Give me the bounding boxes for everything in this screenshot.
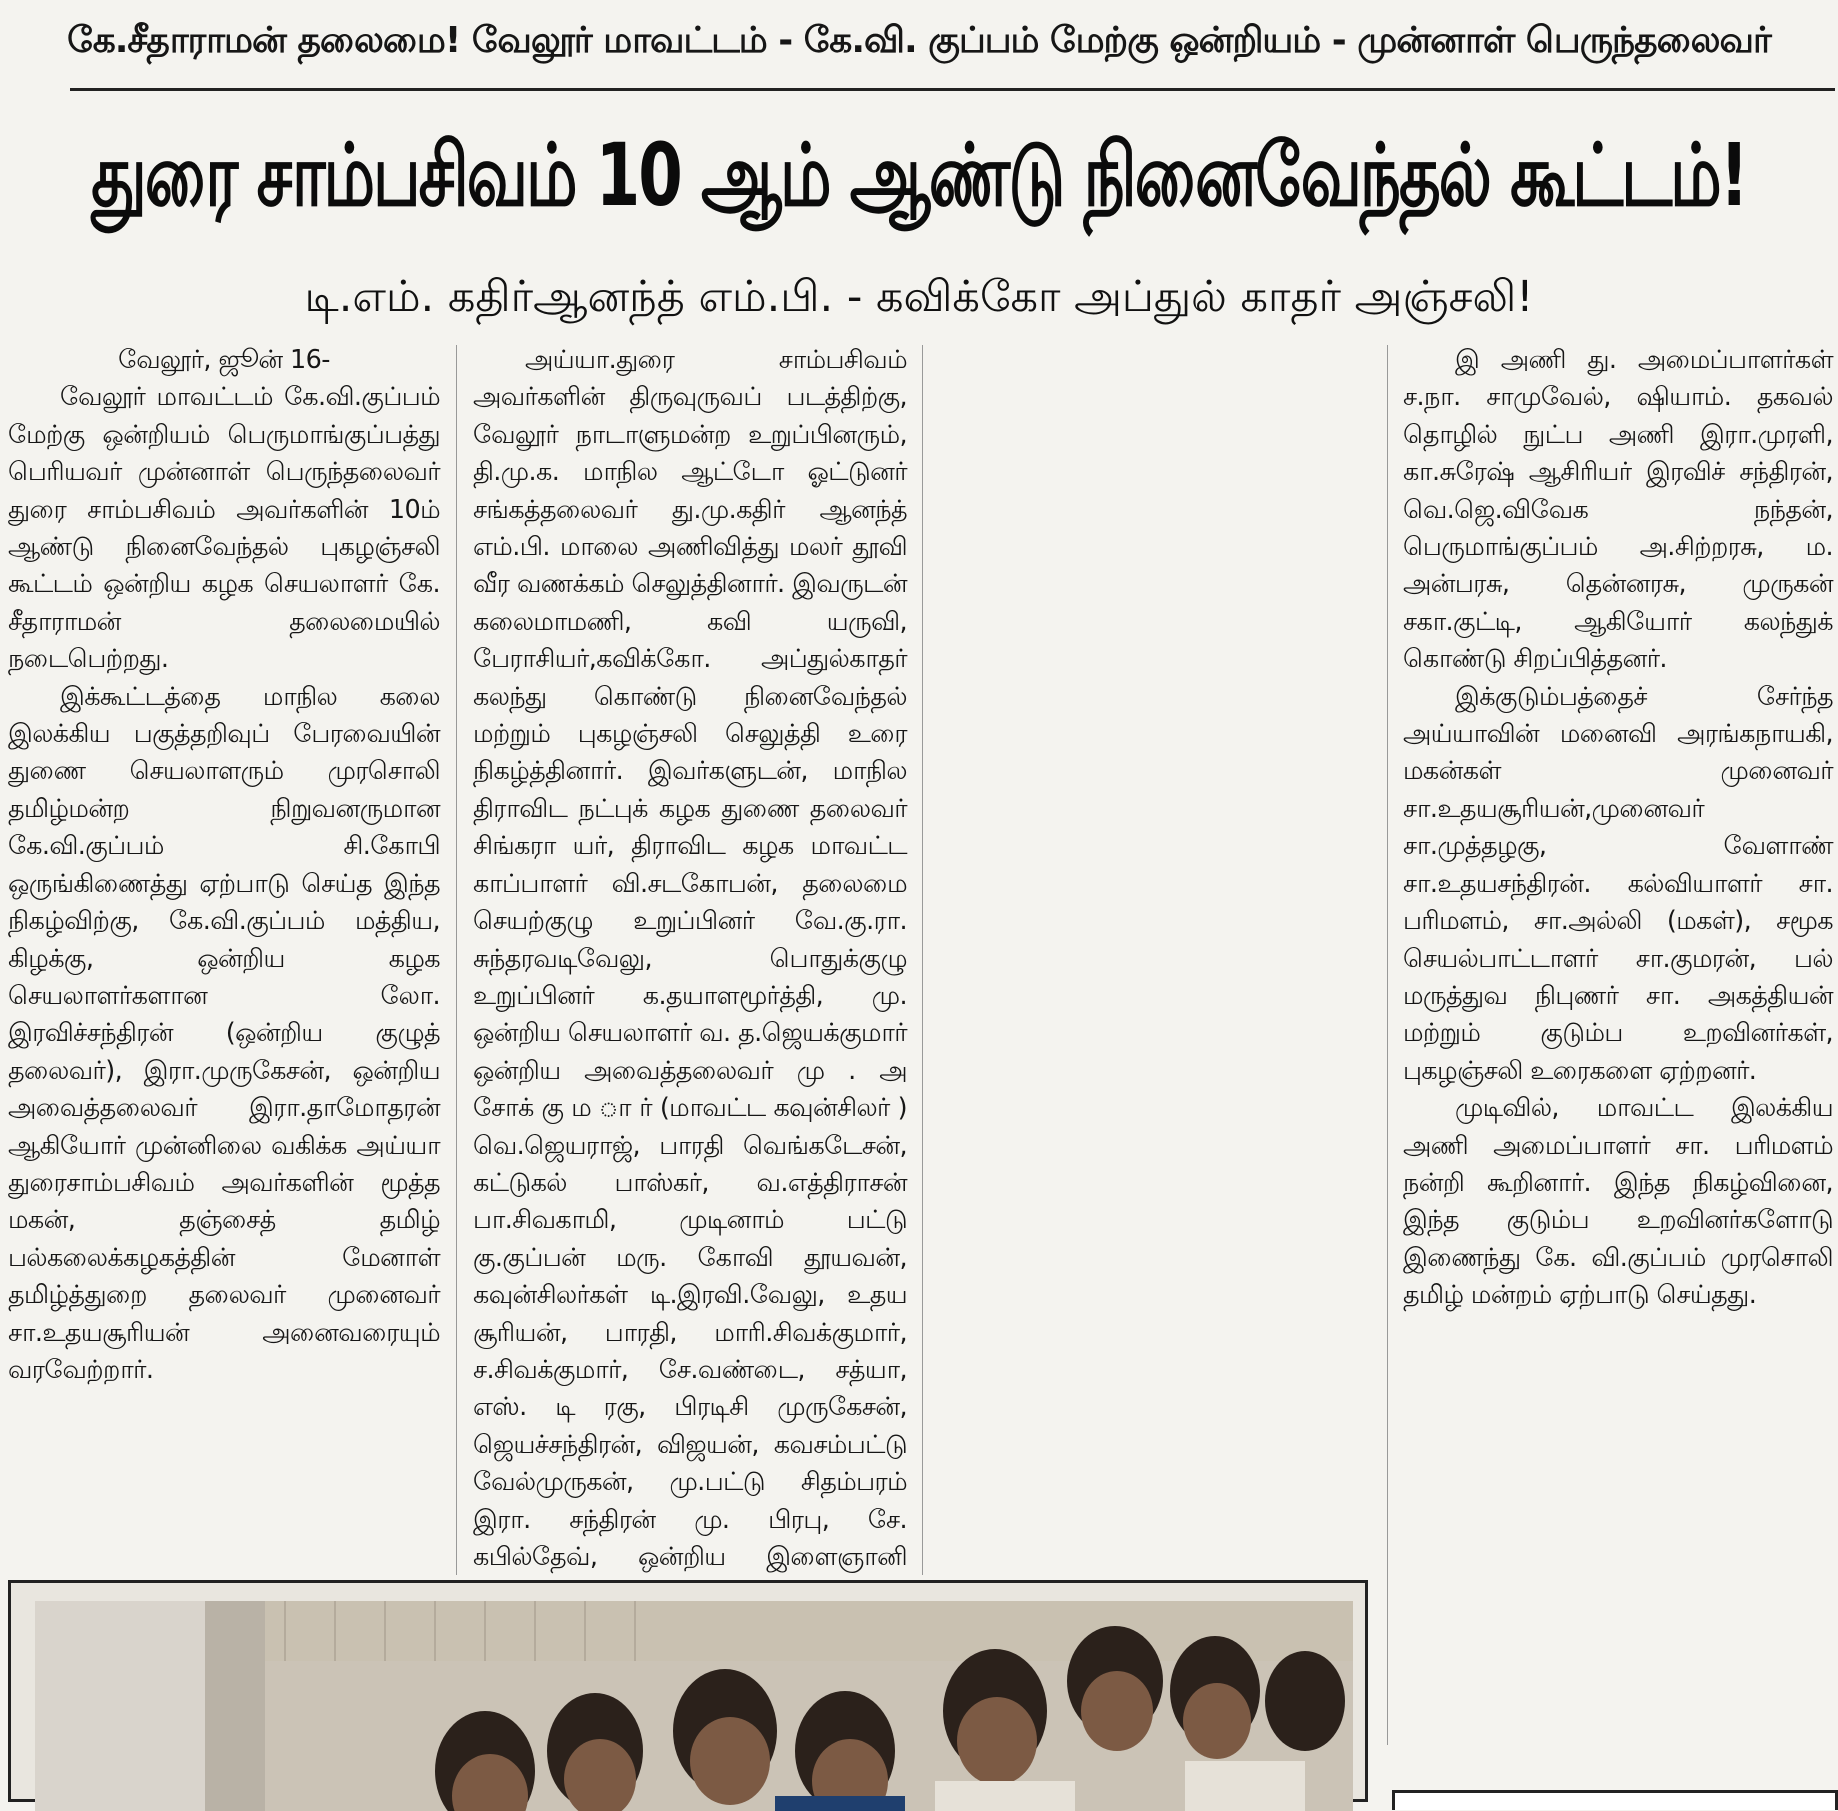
article-column-1 <box>8 342 440 1782</box>
column-rule-3 <box>1387 345 1388 1745</box>
paragraph-5: இக்குடும்பத்தைச் சேர்ந்த அய்யாவின் மனைவி அரங்கநாயகி, மகன்கள் முனைவர் சா.உதயசூரியன்,முனைவர் சா.முத்தழகு, வேளாண் சா.உதயசந்திரன். கல்வியாளர் சா. பரிமளம், சா.அல்லி (மகள்), சமூக செயல்பாட்டாளர் சா.குமரன், பல் மருத்துவ நிபுணர் சா. அகத்தியன் மற்றும் குடும்ப உறவினர்கள், புகழஞ்சலி உரைகளை ஏற்றனர். <box>1403 681 1833 1086</box>
column-rule-2 <box>922 345 923 1575</box>
news-photo-frame <box>8 1580 1368 1802</box>
paragraph-1: வேலூர் மாவட்டம் கே.வி.குப்பம் மேற்கு ஒன்றியம் பெருமாங்குப்பத்து பெரியவர் முன்னாள் பெருந்தலைவர் துரை சாம்பசிவம் அவர்களின் 10ம் ஆண்டு நினைவேந்தல் புகழஞ்சலி கூட்டம் ஒன்றிய கழக செயலாளர் கே. சீதாராமன் தலைமையில் நடைபெற்றது. <box>8 382 440 675</box>
column-rule-1 <box>456 345 457 1575</box>
subheadline: டி.எம். கதிர்ஆனந்த் எம்.பி. - கவிக்கோ அப்துல் காதர் அஞ்சலி! <box>304 271 1534 322</box>
adjacent-box <box>1392 1790 1838 1810</box>
article-column-3 <box>938 342 1372 1582</box>
paragraph-4: இ அணி து. அமைப்பாளர்கள் ச.நா. சாமுவேல், ஷியாம். தகவல் தொழில் நுட்ப அணி இரா.முரளி, கா.சுரேஷ் ஆசிரியர் இரவிச் சந்திரன், வெ.ஜெ.விவேக நந்தன், பெருமாங்குப்பம் அ.சிற்றரசு, ம. அன்பரசு, தென்னரசு, முருகன் சகா.குட்டி, ஆகியோர் கலந்துக் கொண்டு சிறப்பித்தனர். <box>1403 345 1833 675</box>
article-column-2 <box>473 342 907 1582</box>
kicker-line: கே.சீதாராமன் தலைமை! வேலூர் மாவட்டம் - கே.வி. குப்பம் மேற்கு ஒன்றியம் - முன்னாள் பெருந்தலைவர் <box>67 20 1771 61</box>
headline: துரை சாம்பசிவம் 10 ஆம் ஆண்டு நினைவேந்தல் கூட்டம்! <box>91 126 1747 227</box>
dateline: வேலூர், ஜூன் 16- <box>118 345 330 375</box>
article-column-4 <box>1403 342 1833 1742</box>
paragraph-2: இக்கூட்டத்தை மாநில கலை இலக்கிய பகுத்தறிவுப் பேரவையின் துணை செயலாளரும் முரசொலி தமிழ்மன்ற நிறுவனருமான கே.வி.குப்பம் சி.கோபி ஒருங்கிணைத்து ஏற்பாடு செய்த இந்த நிகழ்விற்கு, கே.வி.குப்பம் மத்திய, கிழக்கு, ஒன்றிய கழக செயலாளர்களான லோ. இரவிச்சந்திரன் (ஒன்றிய குழுத் தலைவர்), இரா.முருகேசன், ஒன்றிய அவைத்தலைவர் இரா.தாமோதரன் ஆகியோர் முன்னிலை வகிக்க அய்யா துரைசாம்பசிவம் அவர்களின் மூத்த மகன், தஞ்சைத் தமிழ் பல்கலைக்கழகத்தின் மேனாள் தமிழ்த்துறை தலைவர் முனைவர் சா.உதயசூரியன் அனைவரையும் வரவேற்றார். <box>8 681 440 1385</box>
photo-illustration <box>35 1601 1353 1811</box>
paragraph-3: அய்யா.துரை சாம்பசிவம் அவர்களின் திருவுருவப் படத்திற்கு, வேலூர் நாடாளுமன்ற உறுப்பினரும், தி.மு.க. மாநில ஆட்டோ ஓட்டுனர் சங்கத்தலைவர் து.மு.கதிர் ஆனந்த் எம்.பி. மாலை அணிவித்து மலர் தூவி வீர வணக்கம் செலுத்தினார். இவருடன் கலைமாமணி, கவி யருவி, பேராசியர்,கவிக்கோ. அப்துல்காதர் கலந்து கொண்டு நினைவேந்தல் மற்றும் புகழஞ்சலி செலுத்தி உரை நிகழ்த்தினார். இவர்களுடன், மாநில திராவிட நட்புக் கழக துணை தலைவர் சிங்கரா யர், திராவிட கழக மாவட்ட காப்பாளர் வி.சடகோபன், தலைமை செயற்குழு உறுப்பினர் வே.கு.ரா. சுந்தரவடிவேலு, பொதுக்குழு உறுப்பினர் க.தயாளமூர்த்தி, மு. ஒன்றிய செயலாளர் வ. த.ஜெயக்குமார் ஒன்றிய அவைத்தலைவர் மு . அ சோக் கு ம ா ர் (மாவட்ட கவுன்சிலர் ) வெ.ஜெயராஜ், பாரதி வெங்கடேசன், கட்டுகல் பாஸ்கர், வ.எத்திராசன் பா.சிவகாமி, முடினாம் பட்டு கு.குப்பன் மரு. கோவி தூயவன், கவுன்சிலர்கள் டி.இரவி.வேலு, உதய சூரியன், பாரதி, மாரி.சிவக்குமார், ச.சிவக்குமார், சே.வண்டை, சத்யா, எஸ். டி ரகு, பிரடிசி முருகேசன், ஜெயச்சந்திரன், விஜயன், கவசம்பட்டு வேல்முருகன், மு.பட்டு சிதம்பரம் இரா. சந்திரன் மு. பிரபு, சே. கபில்தேவ், ஒன்றிய இளைஞானி <box>473 345 907 1572</box>
event-photo <box>35 1601 1353 1811</box>
paragraph-6: முடிவில், மாவட்ட இலக்கிய அணி அமைப்பாளர் சா. பரிமளம் நன்றி கூறினார். இந்த நிகழ்வினை, இந்த குடும்ப உறவினர்களோடு இணைந்து கே. வி.குப்பம் முரசொலி தமிழ் மன்றம் ஏற்பாடு செய்தது. <box>1403 1093 1833 1311</box>
